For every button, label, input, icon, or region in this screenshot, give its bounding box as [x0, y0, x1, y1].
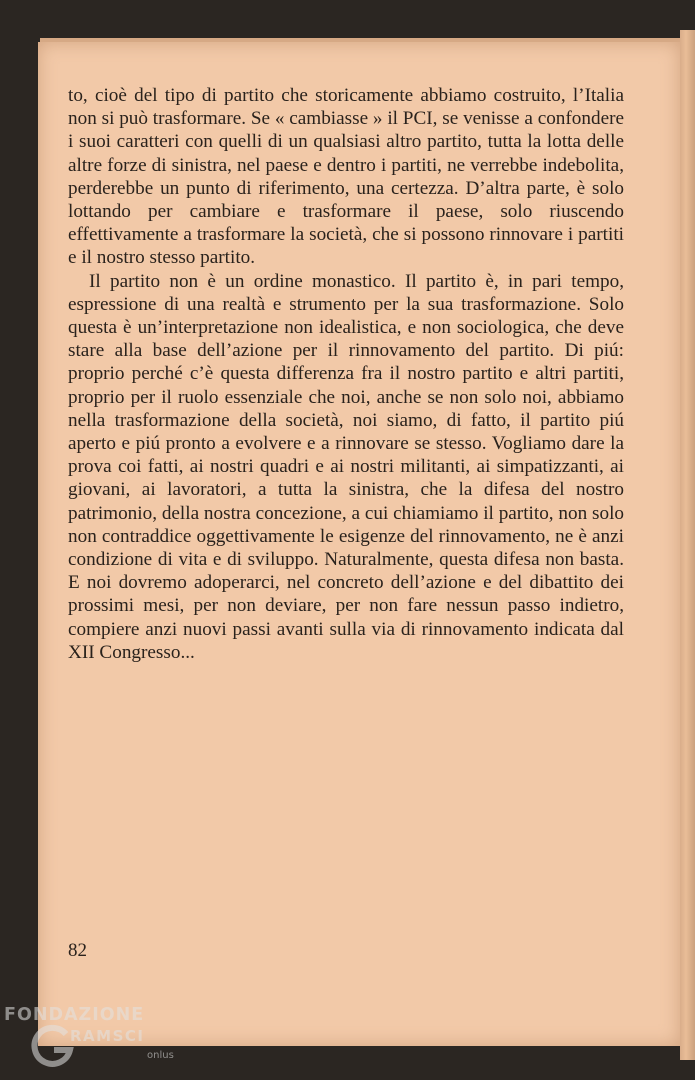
- page-body-text: [68, 84, 624, 664]
- page-number: 82: [68, 940, 87, 961]
- paragraph-1: to, cioè del tipo di partito che storicamente abbiamo costruito, l’Italia non si può trasformare. Se « cambiasse » il PCI, se venisse a confondere i suoi caratteri con quelli di un qualsiasi altro partito, tutta la lotta delle altre forze di sinistra, nel paese e dentro i partiti, ne verrebbe indebolita, perderebbe un punto di riferimento, una certezza. D’altra parte, è solo lottando per cambiare e trasformare il paese, solo riuscendo effettivamente a trasformare la società, che si possono rinnovare i partiti e il nostro stesso partito.: [68, 85, 624, 269]
- watermark-subtitle: RAMSCI: [70, 1027, 145, 1045]
- watermark: [4, 1000, 184, 1078]
- page-edge-right: [680, 30, 695, 1060]
- paragraph-2: Il partito non è un ordine monastico. Il partito è, in pari tempo, espressione di una realtà e strumento per la sua trasformazione. Solo questa è un’interpretazione non idealistica, e non sociologica, che deve stare alla base dell’azione per il rinnovamento del partito. Di piú: proprio perché c’è questa differenza fra il nostro partito e altri partiti, proprio per il ruolo essenziale che noi, anche se non solo noi, abbiamo nella trasformazione della società, noi siamo, di fatto, il partito piú aperto e piú pronto a evolvere e a rinnovare se stesso. Vogliamo dare la prova coi fatti, ai nostri quadri e ai nostri militanti, ai simpatizzanti, ai giovani, ai lavoratori, a tutta la sinistra, che la difesa del nostro patrimonio, della nostra concezione, a cui chiamiamo il partito, non solo non contraddice oggettivamente le esigenze del rinnovamento, ne è anzi condizione di vita e di sviluppo. Naturalmente, questa difesa non basta. E noi dovremo adoperarci, nel concreto dell’azione e del dibattito dei prossimi mesi, per non deviare, per non fare nessun passo indietro, compiere anzi nuovi passi avanti sulla via di rinnovamento indicata dal XII Congresso...: [68, 270, 624, 663]
- watermark-title: FONDAZIONE: [4, 1005, 145, 1025]
- watermark-onlus: onlus: [147, 1050, 174, 1061]
